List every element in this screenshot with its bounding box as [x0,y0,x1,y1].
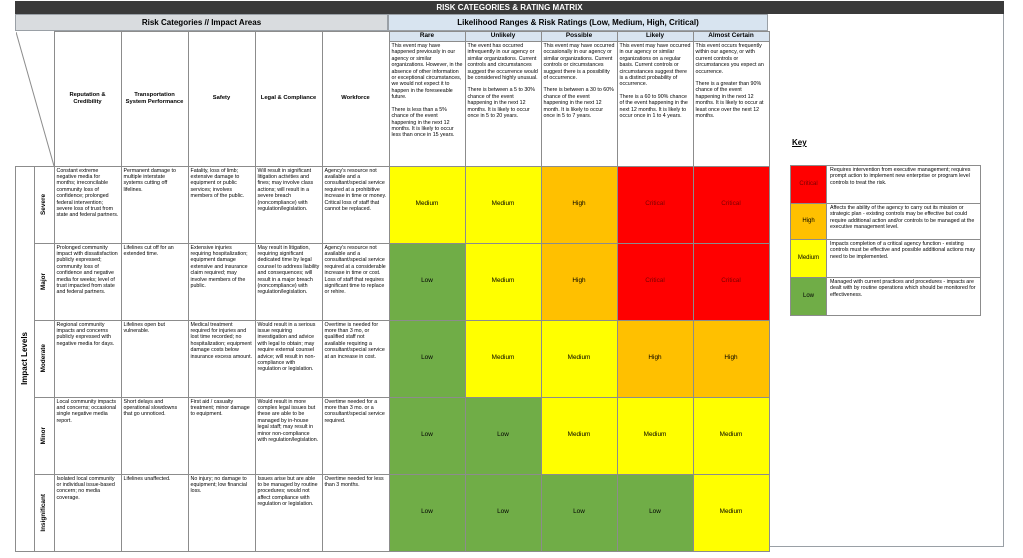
category-header: Legal & Compliance [255,32,322,167]
key-swatch: Medium [791,240,827,278]
impact-level-moderate: Moderate [35,320,54,397]
likelihood-label: Possible [541,32,617,42]
key-swatch: Low [791,278,827,316]
impact-description: Regional community impacts and concerns publicly expressed with negative media for days. [54,320,121,397]
category-header: Workforce [322,32,389,167]
rating-cell: Medium [465,320,541,397]
impact-description: Local community impacts and concerns; occasional single negative media report. [54,397,121,474]
likelihood-label: Almost Certain [693,32,769,42]
rating-cell: Critical [617,243,693,320]
impact-areas-header: Risk Categories // Impact Areas [15,14,388,31]
rating-cell: Medium [693,397,769,474]
rating-cell: Medium [541,320,617,397]
rating-cell: High [617,320,693,397]
impact-description: Agency's resource not available and a consultant/special service required at a considerable increase in time or cost. Loss of staff that requires significant time to replace or rehire. [322,243,389,320]
rating-cell: Low [617,474,693,551]
impact-description: Fatality, loss of limb; extensive damage to equipment or public services; involves members of the public. [188,166,255,243]
impact-description: Would result in a serious issue requiring investigation and advice with legal to obtain; may require external counsel advice; will result in non-compliance with regulation or legislation. [255,320,322,397]
key-title: Key [792,138,807,147]
diagonal-line [16,32,54,166]
rating-cell: Low [541,474,617,551]
rating-cell: High [541,243,617,320]
likelihood-description: This event occurs frequently within our agency, or with current controls or circumstances you expect an occurrence. There is a greater than 90% chance of the event happening in the next 12 months. It is likely to occur at least once over the next 12 months. [693,42,769,166]
rating-cell: Low [389,243,465,320]
impact-level-major: Major [35,243,54,320]
rating-cell: Medium [693,474,769,551]
rating-cell: Medium [465,166,541,243]
likelihood-label: Rare [389,32,465,42]
likelihood-header: Likelihood Ranges & Risk Ratings (Low, Medium, High, Critical) [388,14,768,31]
impact-description: Extensive injuries requiring hospitalization; equipment damage extensive and insurance claim required; may involve members of the public. [188,243,255,320]
impact-description: Issues arise but are able to be managed by routine procedures; would not affect compliance with regulation or legislation. [255,474,322,551]
rating-cell: Low [389,397,465,474]
rating-cell: High [693,320,769,397]
impact-description: Overtime is needed for more than 3 mo, or qualified staff not available requiring a consultant/special service at an increase in cost. [322,320,389,397]
impact-description: Isolated local community or individual issue-based concern; no media coverage. [54,474,121,551]
rating-cell: Critical [617,166,693,243]
impact-description: Lifelines unaffected. [121,474,188,551]
rating-cell: Low [465,474,541,551]
impact-description: Will result in significant litigation activities and fines; may involve class actions; will result in a severe breach (noncompliance) with regulation/legislation. [255,166,322,243]
key-description: Impacts completion of a critical agency function - existing controls must be effective and possible additional actions may need to be implemented. [827,240,981,278]
impact-description: Lifelines cut off for an extended time. [121,243,188,320]
rating-cell: Low [389,320,465,397]
key-description: Requires intervention from executive management; requires prompt action to implement new enterprise or program level controls to treat the risk. [827,166,981,204]
impact-level-minor: Minor [35,397,54,474]
rating-cell: Medium [617,397,693,474]
key-table [790,165,981,316]
impact-description: First aid / casualty treatment; minor damage to equipment. [188,397,255,474]
likelihood-description: This event may have occurred occasionally in our agency or similar organizations. Current controls or circumstances suggest there is a possibility of occurrence. There is between a 30 to 60% chance of the event happening in the next 12 month. It is likely to occur once in 5 to 7 years. [541,42,617,166]
impact-description: No injury; no damage to equipment; low financial loss. [188,474,255,551]
rating-cell: Low [389,474,465,551]
rating-cell: Medium [389,166,465,243]
category-header: Transportation System Performance [121,32,188,167]
key-swatch: High [791,204,827,240]
key-description: Affects the ability of the agency to carry out its mission or strategic plan - existing controls may be effective but could require additional action and/or controls to be managed at the executive management level. [827,204,981,240]
likelihood-label: Likely [617,32,693,42]
matrix-title: RISK CATEGORIES & RATING MATRIX [15,1,1004,14]
impact-description: Prolonged community impact with dissatisfaction publicly expressed; community loss of confidence and negative media for weeks; level of trust impacted from state and federal partners. [54,243,121,320]
rating-cell: Critical [693,243,769,320]
likelihood-description: The event has occurred infrequently in our agency or similar organizations. Current controls and circumstances suggest the occurrence would be considered highly unusual. There is between a 5 to 30% chance of the event happening in the next 12 months. It is likely to occur once in 5 to 20 years. [465,42,541,166]
key-swatch: Critical [791,166,827,204]
likelihood-description: This event may have happened previously in our agency or similar organizations. However, in the absence of other information or exceptional circumstances, we would not expect it to happen in the foreseeable future. There is less than a 5% chance of the event happening in the next 12 months. It is likely to occur less than once in 15 years. [389,42,465,166]
rating-cell: Critical [693,166,769,243]
category-header: Reputation & Credibility [54,32,121,167]
impact-description: Medical treatment required for injuries and lost time recorded; no hospitalization; equipment damage costs below insurance excess amount. [188,320,255,397]
impact-description: Lifelines open but vulnerable. [121,320,188,397]
impact-description: Constant extreme negative media for months; irreconcilable community loss of confidence; prolonged federal intervention; severe loss of trust from state and federal partners. [54,166,121,243]
likelihood-description: This event may have occurred in our agency or similar organizations on a regular basis. Current controls or circumstances suggest there is a distinct probability of occurrence. There is a 60 to 90% chance of the event happening in the next 12 months. It is likely to occur once in 1 to 4 years. [617,42,693,166]
impact-description: Would result in more complex legal issues but these are able to be managed by in-house legal staff; may result in minor non-compliance with regulation/legislation. [255,397,322,474]
rating-cell: Medium [541,397,617,474]
rating-cell: Low [465,397,541,474]
likelihood-label: Unlikely [465,32,541,42]
impact-levels-axis: Impact Levels [16,166,35,551]
impact-description: May result in litigation, requiring significant dedicated time by legal counsel to address liability and consequences; will result in a major breach (noncompliance) with regulation/legislation. [255,243,322,320]
rating-cell: High [541,166,617,243]
impact-description: Agency's resource not available and a consultant/special service required at a prohibitive increase in time or money. Critical loss of staff that cannot be replaced. [322,166,389,243]
key-description: Managed with current practices and procedures - impacts are dealt with by routine operations which should be monitored for effectiveness. [827,278,981,316]
risk-matrix-table [15,31,770,552]
impact-level-insignificant: Insignificant [35,474,54,551]
impact-description: Short delays and operational slowdowns that go unnoticed. [121,397,188,474]
impact-description: Overtime needed for a more than 3 mo. or a consultant/special service required. [322,397,389,474]
impact-description: Permanent damage to multiple interstate systems cutting off lifelines. [121,166,188,243]
impact-description: Overtime needed for less than 3 months. [322,474,389,551]
impact-level-severe: Severe [35,166,54,243]
rating-cell: Medium [465,243,541,320]
corner-cell [16,32,55,167]
category-header: Safety [188,32,255,167]
